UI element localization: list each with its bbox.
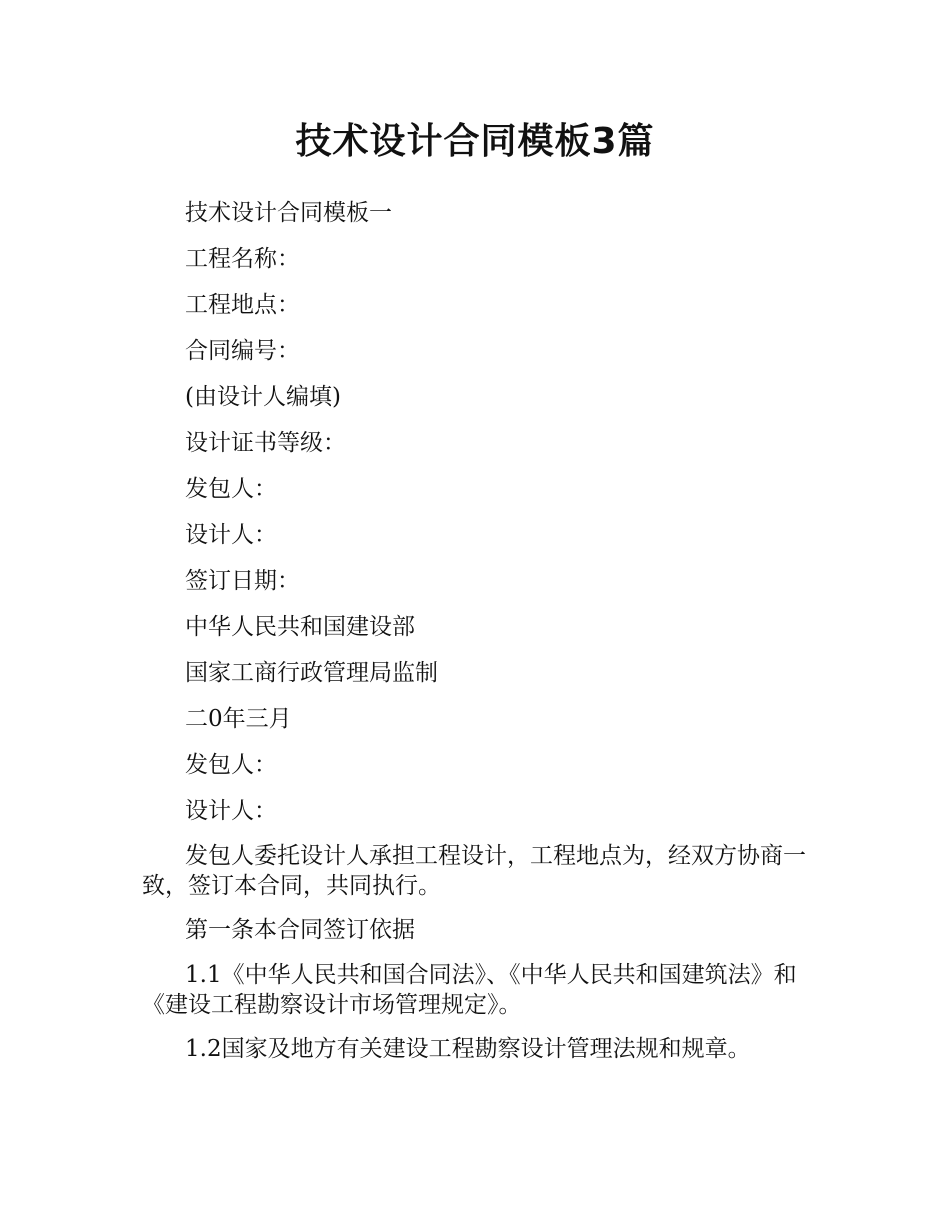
project-location-line: 工程地点： (185, 292, 300, 318)
issuer-bureau-line: 国家工商行政管理局监制 (185, 660, 438, 686)
contract-number-line: 合同编号： (185, 338, 300, 364)
designer-line-2: 设计人： (185, 798, 277, 824)
clause-1-1: 1.1《中华人民共和国合同法》、《中华人民共和国建筑法》和《建设工程勘察设计市场管理规定》。 (142, 962, 797, 1018)
issue-date-line: 二0年三月 (185, 706, 292, 732)
design-certificate-line: 设计证书等级： (185, 430, 346, 456)
section-heading: 技术设计合同模板一 (185, 200, 392, 226)
intro-paragraph: 发包人委托设计人承担工程设计，工程地点为，经双方协商一致，签订本合同，共同执行。 (142, 843, 806, 899)
article-one-heading: 第一条本合同签订依据 (185, 917, 415, 943)
contract-number-note: (由设计人编填) (185, 384, 341, 410)
project-name-line: 工程名称： (185, 246, 300, 272)
document-title: 技术设计合同模板3篇 (295, 121, 655, 162)
issuer-ministry-line: 中华人民共和国建设部 (185, 614, 415, 640)
clause-1-2: 1.2国家及地方有关建设工程勘察设计管理法规和规章。 (185, 1036, 751, 1062)
document-body (142, 197, 812, 1079)
client-line-2: 发包人： (185, 752, 277, 778)
signing-date-line: 签订日期： (185, 568, 300, 594)
designer-line: 设计人： (185, 522, 277, 548)
client-line: 发包人： (185, 476, 277, 502)
